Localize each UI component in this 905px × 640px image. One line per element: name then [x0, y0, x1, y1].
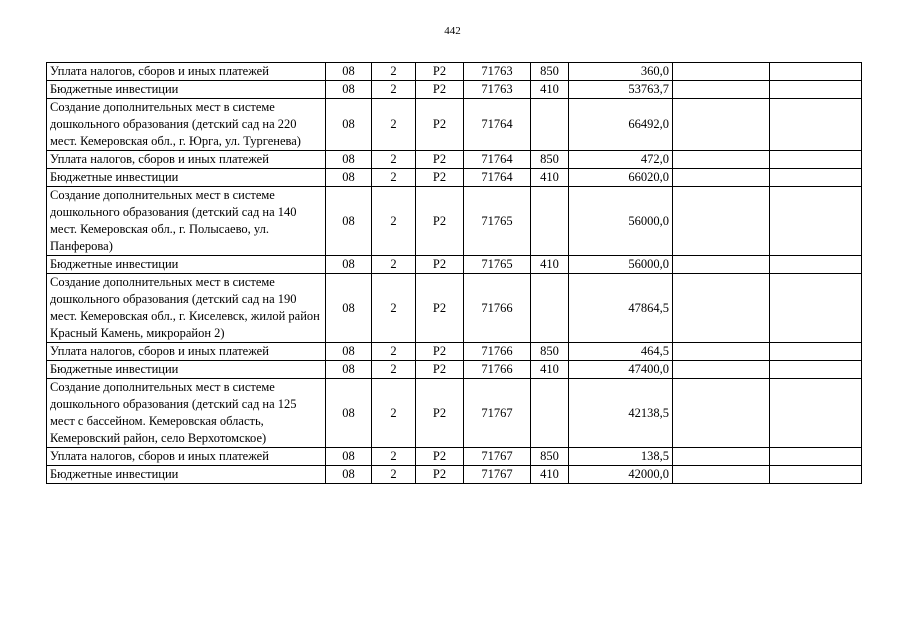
row-program: Р2	[416, 448, 464, 466]
row-code: 71767	[464, 379, 531, 448]
row-program: Р2	[416, 256, 464, 274]
table-row	[47, 187, 862, 256]
row-code: 71767	[464, 448, 531, 466]
row-name: Бюджетные инвестиции	[47, 466, 326, 484]
row-extra-1	[673, 99, 770, 151]
row-name: Создание дополнительных мест в системе дошкольного образования (детский сад на 220 мест. Кемеровская обл., г. Юрга, ул. Тургенева)	[47, 99, 326, 151]
row-name: Уплата налогов, сборов и иных платежей	[47, 63, 326, 81]
row-name: Бюджетные инвестиции	[47, 256, 326, 274]
row-extra-1	[673, 187, 770, 256]
row-amount: 138,5	[569, 448, 673, 466]
row-amount: 47864,5	[569, 274, 673, 343]
row-name: Уплата налогов, сборов и иных платежей	[47, 343, 326, 361]
row-code: 71764	[464, 99, 531, 151]
row-extra-2	[770, 343, 862, 361]
table-row	[47, 466, 862, 484]
row-extra-1	[673, 169, 770, 187]
row-amount: 360,0	[569, 63, 673, 81]
row-subsection: 2	[372, 169, 416, 187]
row-section: 08	[326, 187, 372, 256]
row-program: Р2	[416, 343, 464, 361]
row-program: Р2	[416, 274, 464, 343]
row-extra-2	[770, 187, 862, 256]
row-subsection: 2	[372, 63, 416, 81]
row-name: Создание дополнительных мест в системе дошкольного образования (детский сад на 190 мест. Кемеровская обл., г. Киселевск, жилой район Красный Камень, микрорайон 2)	[47, 274, 326, 343]
table-row	[47, 151, 862, 169]
row-extra-1	[673, 343, 770, 361]
row-extra-1	[673, 361, 770, 379]
row-code: 71764	[464, 151, 531, 169]
row-code: 71763	[464, 63, 531, 81]
row-type	[531, 274, 569, 343]
row-section: 08	[326, 274, 372, 343]
row-extra-2	[770, 274, 862, 343]
row-section: 08	[326, 81, 372, 99]
row-amount: 42000,0	[569, 466, 673, 484]
row-code: 71766	[464, 343, 531, 361]
row-amount: 66492,0	[569, 99, 673, 151]
row-program: Р2	[416, 379, 464, 448]
row-code: 71765	[464, 187, 531, 256]
row-name: Бюджетные инвестиции	[47, 81, 326, 99]
row-extra-2	[770, 63, 862, 81]
row-amount: 53763,7	[569, 81, 673, 99]
row-program: Р2	[416, 466, 464, 484]
row-extra-1	[673, 151, 770, 169]
table-row	[47, 63, 862, 81]
row-section: 08	[326, 99, 372, 151]
row-section: 08	[326, 379, 372, 448]
row-subsection: 2	[372, 256, 416, 274]
row-extra-2	[770, 169, 862, 187]
budget-table	[46, 62, 862, 484]
row-section: 08	[326, 63, 372, 81]
table-row	[47, 448, 862, 466]
row-extra-1	[673, 379, 770, 448]
row-extra-2	[770, 99, 862, 151]
row-extra-2	[770, 361, 862, 379]
row-amount: 56000,0	[569, 256, 673, 274]
row-type: 850	[531, 63, 569, 81]
table-row	[47, 343, 862, 361]
row-subsection: 2	[372, 448, 416, 466]
row-name: Уплата налогов, сборов и иных платежей	[47, 151, 326, 169]
row-type	[531, 379, 569, 448]
row-section: 08	[326, 448, 372, 466]
row-program: Р2	[416, 361, 464, 379]
row-program: Р2	[416, 63, 464, 81]
page-number: 442	[444, 25, 461, 37]
table-row	[47, 81, 862, 99]
row-code: 71763	[464, 81, 531, 99]
row-type: 410	[531, 81, 569, 99]
table-row	[47, 274, 862, 343]
row-extra-1	[673, 448, 770, 466]
row-name: Бюджетные инвестиции	[47, 169, 326, 187]
row-extra-1	[673, 466, 770, 484]
row-name: Уплата налогов, сборов и иных платежей	[47, 448, 326, 466]
table-row	[47, 256, 862, 274]
row-section: 08	[326, 343, 372, 361]
row-extra-1	[673, 63, 770, 81]
row-extra-2	[770, 448, 862, 466]
row-program: Р2	[416, 99, 464, 151]
row-code: 71766	[464, 361, 531, 379]
row-name: Бюджетные инвестиции	[47, 361, 326, 379]
row-program: Р2	[416, 187, 464, 256]
row-extra-2	[770, 81, 862, 99]
row-extra-2	[770, 151, 862, 169]
row-section: 08	[326, 256, 372, 274]
row-extra-2	[770, 466, 862, 484]
row-extra-2	[770, 256, 862, 274]
row-type: 410	[531, 256, 569, 274]
row-subsection: 2	[372, 274, 416, 343]
row-subsection: 2	[372, 343, 416, 361]
row-extra-1	[673, 274, 770, 343]
row-name: Создание дополнительных мест в системе дошкольного образования (детский сад на 140 мест. Кемеровская обл., г. Полысаево, ул. Панферова)	[47, 187, 326, 256]
row-code: 71767	[464, 466, 531, 484]
row-amount: 472,0	[569, 151, 673, 169]
table-row	[47, 99, 862, 151]
row-type: 410	[531, 466, 569, 484]
row-extra-1	[673, 256, 770, 274]
row-subsection: 2	[372, 99, 416, 151]
row-subsection: 2	[372, 466, 416, 484]
row-extra-2	[770, 379, 862, 448]
row-type: 850	[531, 343, 569, 361]
row-program: Р2	[416, 81, 464, 99]
row-type: 410	[531, 169, 569, 187]
row-amount: 56000,0	[569, 187, 673, 256]
row-section: 08	[326, 466, 372, 484]
row-subsection: 2	[372, 187, 416, 256]
row-amount: 66020,0	[569, 169, 673, 187]
row-subsection: 2	[372, 379, 416, 448]
row-program: Р2	[416, 169, 464, 187]
row-type: 850	[531, 448, 569, 466]
row-code: 71765	[464, 256, 531, 274]
table-row	[47, 361, 862, 379]
row-section: 08	[326, 169, 372, 187]
row-section: 08	[326, 361, 372, 379]
row-type: 850	[531, 151, 569, 169]
row-subsection: 2	[372, 81, 416, 99]
row-subsection: 2	[372, 361, 416, 379]
row-type	[531, 99, 569, 151]
row-amount: 464,5	[569, 343, 673, 361]
row-code: 71764	[464, 169, 531, 187]
row-section: 08	[326, 151, 372, 169]
row-program: Р2	[416, 151, 464, 169]
table-row	[47, 169, 862, 187]
row-type: 410	[531, 361, 569, 379]
table-row	[47, 379, 862, 448]
row-amount: 47400,0	[569, 361, 673, 379]
row-name: Создание дополнительных мест в системе дошкольного образования (детский сад на 125 мест с бассейном. Кемеровская область, Кемеровский район, село Верхотомское)	[47, 379, 326, 448]
row-subsection: 2	[372, 151, 416, 169]
row-amount: 42138,5	[569, 379, 673, 448]
row-code: 71766	[464, 274, 531, 343]
row-type	[531, 187, 569, 256]
row-extra-1	[673, 81, 770, 99]
